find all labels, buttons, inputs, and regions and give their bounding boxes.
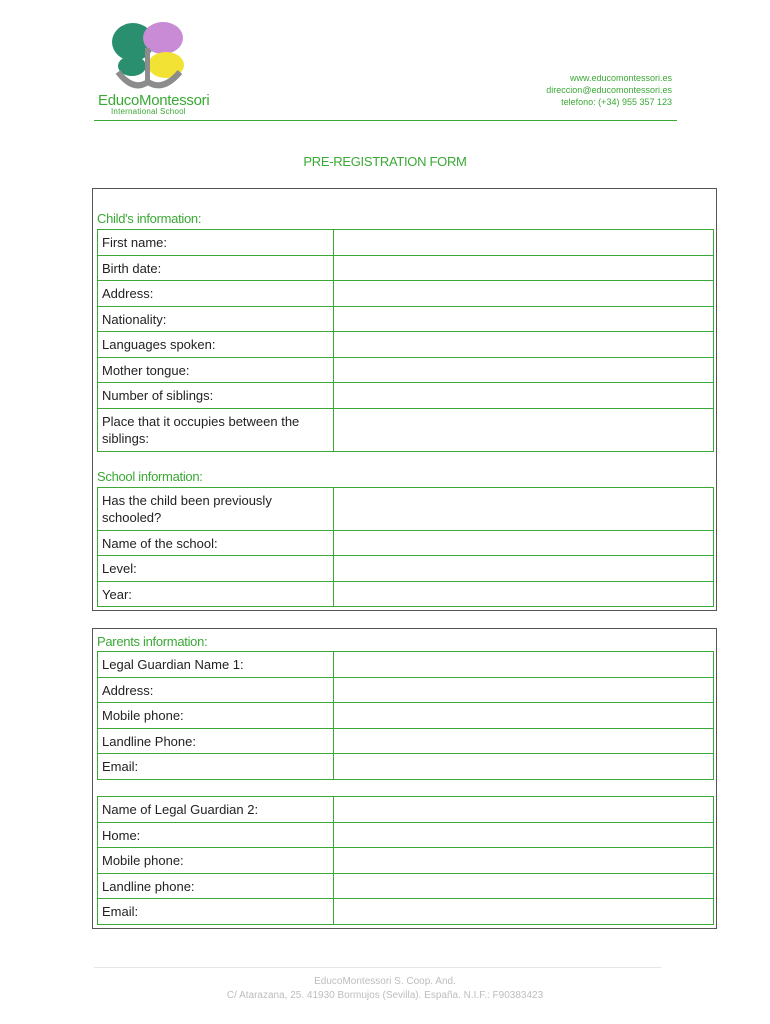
table-row <box>98 409 714 452</box>
field-input[interactable] <box>334 256 714 281</box>
school-logo <box>98 20 238 120</box>
field-label: Email: <box>98 899 334 925</box>
table-row <box>98 383 714 409</box>
table-row <box>98 307 714 332</box>
field-label: Year: <box>98 582 334 607</box>
field-input[interactable] <box>334 652 714 678</box>
field-label: Nationality: <box>98 307 334 332</box>
child-school-box <box>92 188 717 611</box>
header-divider <box>94 120 677 121</box>
table-row <box>98 703 714 729</box>
table-row <box>98 531 714 556</box>
field-input[interactable] <box>334 899 714 925</box>
field-label: Has the child been previously schooled? <box>98 488 334 531</box>
table-row <box>98 488 714 531</box>
brain-tree-logo-icon <box>108 20 188 92</box>
brand-subtitle: International School <box>111 107 186 116</box>
field-label: Level: <box>98 556 334 582</box>
field-input[interactable] <box>334 358 714 383</box>
field-input[interactable] <box>334 678 714 703</box>
page-title: PRE-REGISTRATION FORM <box>303 154 467 169</box>
child-info-table <box>97 229 714 452</box>
field-label: Mobile phone: <box>98 703 334 729</box>
field-input[interactable] <box>334 531 714 556</box>
field-label: Number of siblings: <box>98 383 334 409</box>
field-label: Address: <box>98 678 334 703</box>
table-row <box>98 332 714 358</box>
field-label: Landline phone: <box>98 874 334 899</box>
field-label: Mother tongue: <box>98 358 334 383</box>
phone-text: telefono: (+34) 955 357 123 <box>561 97 672 107</box>
field-label: Name of Legal Guardian 2: <box>98 797 334 823</box>
table-row <box>98 358 714 383</box>
field-label: Name of the school: <box>98 531 334 556</box>
guardian2-table <box>97 796 714 925</box>
school-section-label: School information: <box>97 469 203 484</box>
field-input[interactable] <box>334 797 714 823</box>
email-link[interactable]: direccion@educomontessori.es <box>546 85 672 95</box>
field-input[interactable] <box>334 230 714 256</box>
guardian1-table <box>97 651 714 780</box>
field-label: Languages spoken: <box>98 332 334 358</box>
table-row <box>98 652 714 678</box>
contact-info <box>546 72 672 108</box>
footer-line2: C/ Atarazana, 25. 41930 Bormujos (Sevilla). España. N.I.F.: F90383423 <box>226 990 544 1001</box>
table-row <box>98 797 714 823</box>
table-row <box>98 582 714 607</box>
table-row <box>98 848 714 874</box>
brand-name: EducoMontessori <box>98 92 210 109</box>
table-row <box>98 281 714 307</box>
field-input[interactable] <box>334 556 714 582</box>
child-section-label: Child's information: <box>97 211 202 226</box>
field-label: Email: <box>98 754 334 780</box>
table-row <box>98 230 714 256</box>
field-label: Landline Phone: <box>98 729 334 754</box>
field-label: Mobile phone: <box>98 848 334 874</box>
field-label: Address: <box>98 281 334 307</box>
table-row <box>98 823 714 848</box>
field-input[interactable] <box>334 848 714 874</box>
parents-box <box>92 628 717 929</box>
school-info-table <box>97 487 714 607</box>
field-input[interactable] <box>334 754 714 780</box>
field-input[interactable] <box>334 703 714 729</box>
field-input[interactable] <box>334 582 714 607</box>
field-input[interactable] <box>334 281 714 307</box>
field-input[interactable] <box>334 409 714 452</box>
footer-line1: EducoMontessori S. Coop. And. <box>314 976 456 987</box>
field-input[interactable] <box>334 729 714 754</box>
field-input[interactable] <box>334 823 714 848</box>
table-row <box>98 899 714 925</box>
field-label: Legal Guardian Name 1: <box>98 652 334 678</box>
table-row <box>98 754 714 780</box>
field-label: First name: <box>98 230 334 256</box>
field-input[interactable] <box>334 488 714 531</box>
table-row <box>98 256 714 281</box>
field-label: Place that it occupies between the siblings: <box>98 409 334 452</box>
field-input[interactable] <box>334 332 714 358</box>
field-label: Home: <box>98 823 334 848</box>
footer-divider <box>94 967 661 968</box>
website-link[interactable]: www.educomontessori.es <box>569 73 672 83</box>
field-label: Birth date: <box>98 256 334 281</box>
table-row <box>98 678 714 703</box>
table-row <box>98 729 714 754</box>
field-input[interactable] <box>334 383 714 409</box>
table-row <box>98 556 714 582</box>
parents-section-label: Parents information: <box>97 634 208 649</box>
field-input[interactable] <box>334 307 714 332</box>
field-input[interactable] <box>334 874 714 899</box>
table-row <box>98 874 714 899</box>
